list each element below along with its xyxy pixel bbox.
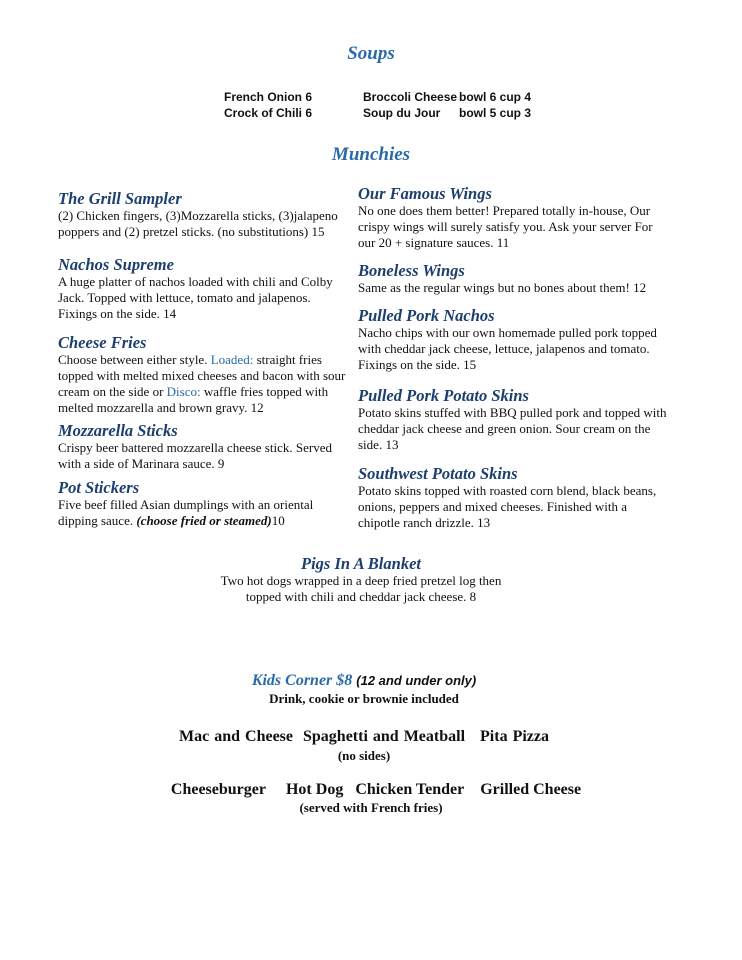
soup-broccoli-cheese: Broccoli Cheese — [363, 90, 458, 104]
menu-item — [58, 190, 348, 240]
kids-item: Mac and Cheese — [179, 728, 293, 745]
menu-item — [58, 334, 348, 416]
item-title: Nachos Supreme — [58, 255, 174, 274]
soup-crock-chili: Crock of Chili 6 — [224, 106, 313, 120]
item-desc: A huge platter of nachos loaded with chili and Colby Jack. Topped with lettuce, tomato and jalapenos. Fixings on the side. 14 — [58, 274, 333, 321]
item-desc: Potato skins stuffed with BBQ pulled pork and topped with cheddar jack cheese and green onion. Sour cream on the side. 13 — [358, 405, 667, 452]
kids-group-2-note: (served with French fries) — [299, 800, 443, 815]
kids-item: Hot Dog — [285, 781, 344, 798]
item-title: Southwest Potato Skins — [358, 464, 518, 483]
desc-part: Five beef filled Asian dumplings with an oriental dipping sauce. — [58, 497, 314, 528]
item-desc: Two hot dogs wrapped in a deep fried pretzel log then — [220, 573, 502, 588]
menu-item-center — [0, 555, 722, 605]
item-title: Pulled Pork Nachos — [358, 306, 495, 325]
item-desc: Same as the regular wings but no bones about them! 12 — [358, 280, 647, 295]
soup-broccoli-price: bowl 6 cup 4 — [459, 90, 532, 104]
menu-item — [58, 479, 348, 529]
item-title: Mozzarella Sticks — [58, 421, 178, 440]
menu-item — [358, 307, 668, 373]
kids-header — [0, 672, 728, 690]
menu-item — [358, 185, 668, 251]
desc-part: waffle fries topped with melted mozzarella and brown gravy. 12 — [58, 384, 329, 415]
item-title: Cheese Fries — [58, 333, 147, 352]
menu-item — [58, 422, 348, 472]
loaded-label: Loaded: — [210, 352, 254, 367]
item-title: Pot Stickers — [58, 478, 140, 497]
kids-note: (12 and under only) — [356, 673, 477, 688]
disco-label: Disco: — [166, 384, 201, 399]
item-title: Pulled Pork Potato Skins — [358, 386, 529, 405]
desc-part: straight fries topped with melted mixed cheeses and bacon with sour cream on the side or — [58, 352, 346, 399]
menu-item — [58, 256, 348, 322]
item-desc: No one does them better! Prepared totally in-house, Our crispy wings will surely satisfy you. Ask your server For our 20 + signature sauces. 11 — [358, 203, 653, 250]
item-title: Pigs In A Blanket — [301, 554, 421, 573]
item-title: Our Famous Wings — [358, 184, 492, 203]
kids-item: Chicken Tender — [355, 781, 465, 798]
kids-title: Kids Corner $8 — [251, 672, 353, 689]
item-desc — [58, 352, 348, 416]
soup-french-onion: French Onion 6 — [224, 90, 313, 104]
item-desc: Potato skins topped with roasted corn blend, black beans, onions, peppers and mixed cheeses. Finished with a chipotle ranch drizzle. 13 — [358, 483, 657, 530]
soup-du-jour-price: bowl 5 cup 3 — [459, 106, 532, 120]
kids-group-2 — [0, 781, 742, 799]
kids-item: Cheeseburger — [170, 781, 266, 798]
kids-item: Grilled Cheese — [480, 781, 582, 798]
item-desc: Nacho chips with our own homemade pulled pork topped with cheddar jack cheese, lettuce, jalapenos and tomato. Fixings on the side. 15 — [358, 325, 657, 372]
item-title: Boneless Wings — [358, 261, 465, 280]
price: 10 — [271, 513, 285, 528]
item-desc: topped with chili and cheddar jack cheese. 8 — [245, 589, 477, 604]
menu-item — [358, 465, 668, 531]
item-title: The Grill Sampler — [58, 189, 182, 208]
kids-item: Spaghetti and Meatball — [303, 728, 466, 745]
kids-group-1 — [0, 728, 728, 746]
pot-stickers-note: (choose fried or steamed) — [136, 513, 272, 528]
kids-item: Pita Pizza — [480, 728, 549, 745]
kids-group-1-note: (no sides) — [337, 748, 391, 763]
menu-item — [358, 262, 668, 296]
soup-du-jour: Soup du Jour — [363, 106, 441, 120]
menu-item — [358, 387, 668, 453]
item-desc: Crispy beer battered mozzarella cheese stick. Served with a side of Marinara sauce. 9 — [58, 440, 332, 471]
soups-title: Soups — [347, 43, 395, 64]
desc-part: Choose between either style. — [58, 352, 211, 367]
item-desc — [58, 497, 348, 529]
munchies-title: Munchies — [331, 144, 411, 165]
kids-included: Drink, cookie or brownie included — [269, 691, 459, 706]
item-desc: (2) Chicken fingers, (3)Mozzarella sticks, (3)jalapeno poppers and (2) pretzel sticks. (no substitutions) 15 — [58, 208, 338, 239]
